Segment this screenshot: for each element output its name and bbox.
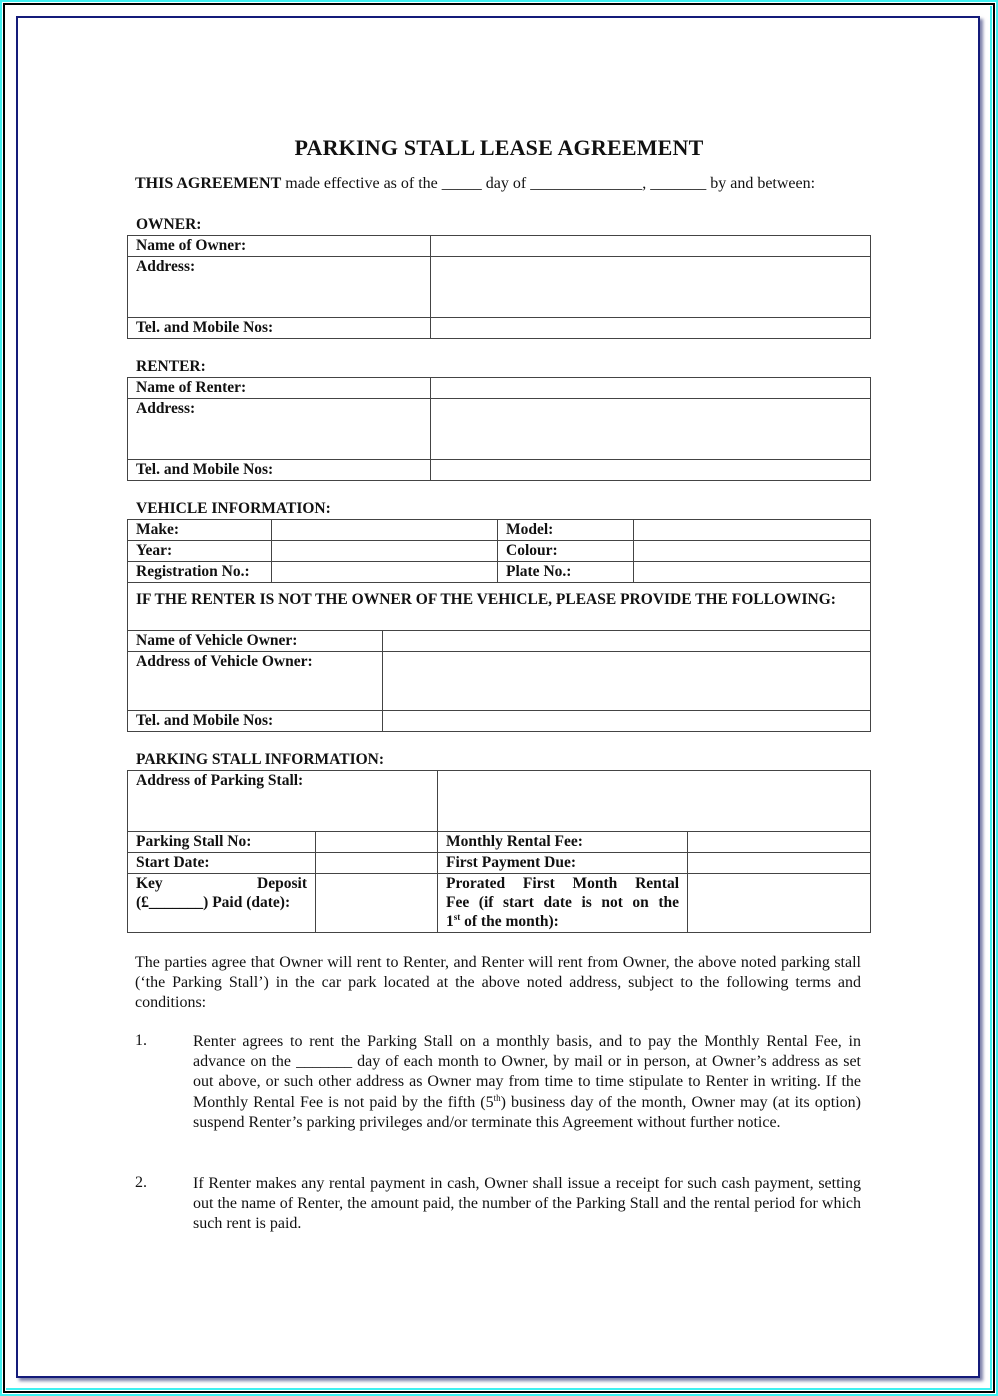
model-field[interactable] (634, 520, 871, 541)
intro-text: , (642, 175, 651, 192)
day-blank[interactable]: _____ (441, 175, 482, 192)
renter-tel-field[interactable] (431, 460, 871, 481)
clause-1-text-part: Renter agrees to rent the Parking Stall on a monthly basis, and to pay the Monthly Rental Fee, in advance on the _______ day of each month to Owner, by mail or in person, at Owner’s address as set out above, or such other address as Owner may from time to time stipulate to Renter in writing. If the Monthly Rental Fee is not paid by the fifth (5 (193, 1033, 861, 1111)
prorated-num: 1 (446, 913, 454, 930)
key-deposit-label-line2: (£_______) Paid (date): (136, 894, 291, 911)
prorated-label-line3 (446, 912, 679, 931)
owner-heading: OWNER: (136, 216, 202, 233)
year-field[interactable] (272, 541, 498, 562)
owner-table (127, 235, 871, 339)
vehicle-heading: VEHICLE INFORMATION: (136, 500, 331, 517)
year-label: Year: (128, 541, 272, 562)
clause-2-text: If Renter makes any rental payment in cash, Owner shall issue a receipt for such cash payment, setting out the name of Renter, the amount paid, the number of the Parking Stall and the rental period for which such rent is paid. (193, 1175, 861, 1233)
clause-1-number: 1. (135, 1032, 147, 1049)
renter-table (127, 377, 871, 481)
stall-address-label: Address of Parking Stall: (128, 771, 438, 832)
renter-name-label: Name of Renter: (128, 378, 431, 399)
parking-stall-heading: PARKING STALL INFORMATION: (136, 751, 385, 768)
intro-text: made effective as of the (281, 175, 442, 192)
colour-label: Colour: (498, 541, 634, 562)
intro-text: day of (481, 175, 531, 192)
year-blank[interactable]: _______ (650, 175, 707, 192)
owner-tel-field[interactable] (431, 318, 871, 339)
clause-1-sup: th (493, 1092, 501, 1103)
colour-field[interactable] (634, 541, 871, 562)
month-blank[interactable]: ______________ (530, 175, 643, 192)
owner-address-field[interactable] (431, 257, 871, 318)
renter-tel-label: Tel. and Mobile Nos: (128, 460, 431, 481)
model-label: Model: (498, 520, 634, 541)
vehicle-owner-address-field[interactable] (383, 652, 871, 711)
vehicle-owner-address-label: Address of Vehicle Owner: (128, 652, 383, 711)
vehicle-owner-tel-field[interactable] (383, 711, 871, 732)
stall-address-field[interactable] (438, 771, 871, 832)
make-field[interactable] (272, 520, 498, 541)
start-date-field[interactable] (316, 853, 438, 874)
start-date-label: Start Date: (128, 853, 316, 874)
renter-address-label: Address: (128, 399, 431, 460)
prorated-fee-field[interactable] (688, 874, 871, 933)
prorated-label-line2: Fee (if start date is not on the (446, 894, 679, 911)
registration-field[interactable] (272, 562, 498, 583)
agreement-intro-line (135, 175, 815, 193)
renter-heading: RENTER: (136, 358, 206, 375)
vehicle-owner-notice: IF THE RENTER IS NOT THE OWNER OF THE VEHICLE, PLEASE PROVIDE THE FOLLOWING: (128, 583, 871, 631)
key-deposit-label (128, 874, 316, 933)
renter-address-field[interactable] (431, 399, 871, 460)
owner-tel-label: Tel. and Mobile Nos: (128, 318, 431, 339)
vehicle-owner-table (127, 630, 871, 732)
vehicle-owner-tel-label: Tel. and Mobile Nos: (128, 711, 383, 732)
vehicle-table (127, 519, 871, 631)
clause-1-text (193, 1032, 861, 1133)
key-deposit-field[interactable] (316, 874, 438, 933)
vehicle-owner-name-field[interactable] (383, 631, 871, 652)
plate-label: Plate No.: (498, 562, 634, 583)
renter-name-field[interactable] (431, 378, 871, 399)
prorated-sup: st (453, 912, 461, 922)
registration-label: Registration No.: (128, 562, 272, 583)
owner-name-label: Name of Owner: (128, 236, 431, 257)
key-deposit-label-word: Deposit (257, 875, 307, 892)
prorated-label-line1: Prorated First Month Rental (446, 875, 679, 892)
stall-no-field[interactable] (316, 832, 438, 853)
plate-field[interactable] (634, 562, 871, 583)
monthly-fee-label: Monthly Rental Fee: (438, 832, 688, 853)
prorated-fee-label (438, 874, 688, 933)
agreement-paragraph: The parties agree that Owner will rent to Renter, and Renter will rent from Owner, the above noted parking stall (‘the Parking Stall’) in the car park located at the above noted address, subject to the following terms and conditions: (135, 954, 861, 1011)
clause-2-number: 2. (135, 1174, 147, 1191)
vehicle-owner-name-label: Name of Vehicle Owner: (128, 631, 383, 652)
stall-no-label: Parking Stall No: (128, 832, 316, 853)
prorated-rest: of the month): (460, 913, 559, 930)
document-title: PARKING STALL LEASE AGREEMENT (294, 135, 704, 160)
intro-text: by and between: (706, 175, 816, 192)
owner-name-field[interactable] (431, 236, 871, 257)
owner-address-label: Address: (128, 257, 431, 318)
first-payment-label: First Payment Due: (438, 853, 688, 874)
parking-stall-table (127, 770, 871, 933)
clause-1-text-part: ) business day of the month, Owner may (at its option) suspend Renter’s parking privileges and/or terminate this Agreement without further notice. (193, 1093, 861, 1131)
key-deposit-label-word: Key (136, 875, 163, 892)
monthly-fee-field[interactable] (688, 832, 871, 853)
intro-lead: THIS AGREEMENT (135, 175, 282, 192)
make-label: Make: (128, 520, 272, 541)
first-payment-field[interactable] (688, 853, 871, 874)
